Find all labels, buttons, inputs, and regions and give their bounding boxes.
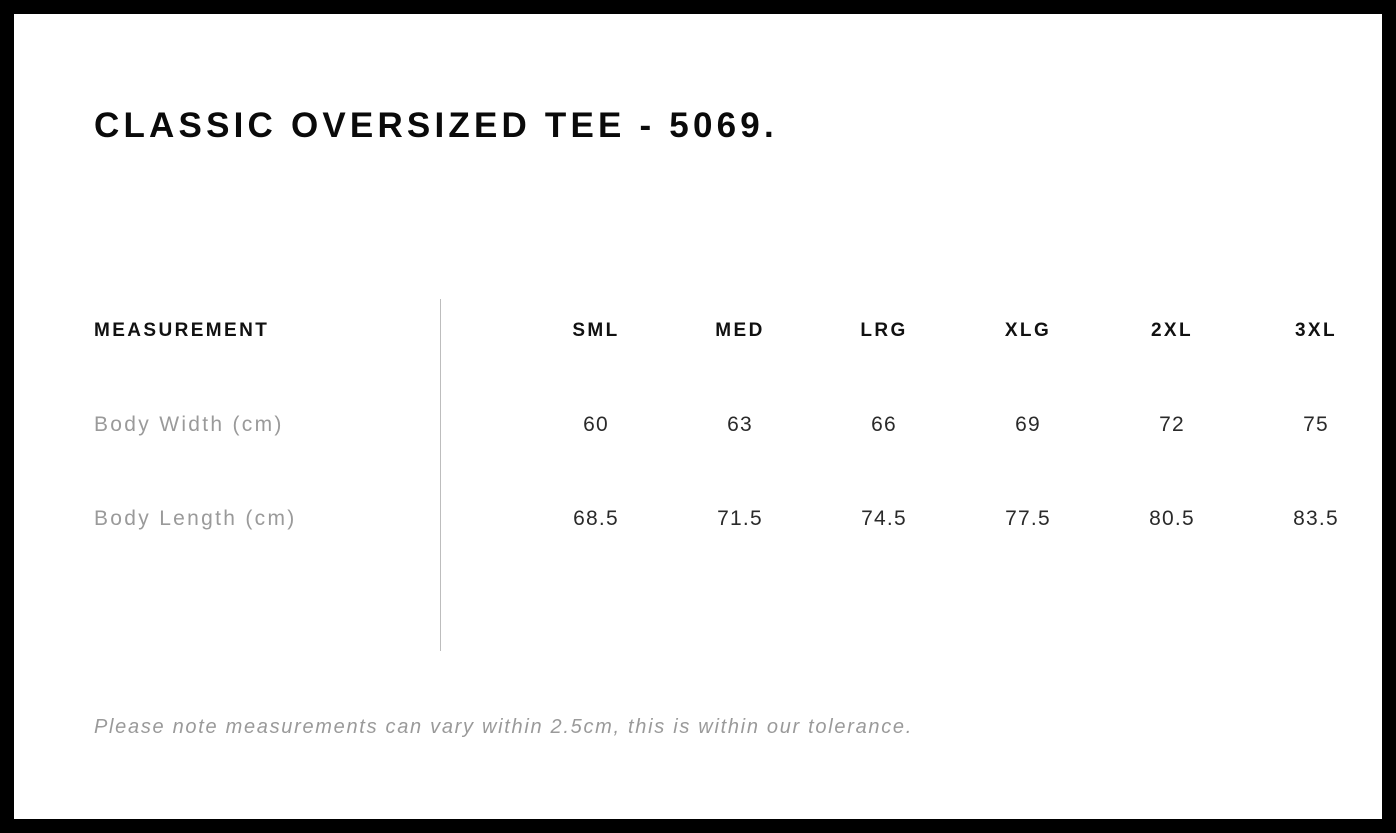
cell-body-length-med: 71.5 (717, 507, 763, 530)
column-header-size-lrg: LRG (860, 320, 908, 341)
row-label-body-width: Body Width (cm) (94, 413, 284, 436)
column-header-size-3xl: 3XL (1294, 320, 1338, 341)
column-header-size-2xl: 2XL (1150, 320, 1194, 341)
size-table-container (94, 284, 1339, 566)
cell-body-width-xlg: 69 (1015, 413, 1041, 436)
table-head (94, 284, 1388, 378)
cell-body-length-3xl: 83.5 (1293, 507, 1339, 530)
column-header-size-xlg: XLG (1004, 320, 1052, 341)
column-header-size-med: MED (715, 320, 765, 341)
row-label-body-length: Body Length (cm) (94, 507, 297, 530)
cell-body-length-xlg: 77.5 (1005, 507, 1051, 530)
cell-body-width-3xl: 75 (1303, 413, 1329, 436)
column-header-measurement: MEASUREMENT (94, 320, 270, 341)
table-row (94, 472, 1388, 566)
cell-body-length-sml: 68.5 (573, 507, 619, 530)
cell-body-width-lrg: 66 (871, 413, 897, 436)
column-header-size-sml: SML (572, 320, 620, 341)
size-table (94, 284, 1388, 566)
cell-body-length-lrg: 74.5 (861, 507, 907, 530)
cell-body-width-med: 63 (727, 413, 753, 436)
table-header-row (94, 284, 1388, 378)
cell-body-width-sml: 60 (583, 413, 609, 436)
size-chart-page (14, 14, 1382, 819)
tolerance-note: Please note measurements can vary within 2.5cm, this is within our tolerance. (94, 716, 913, 738)
table-body (94, 378, 1388, 566)
page-title: CLASSIC OVERSIZED TEE - 5069. (94, 106, 778, 145)
table-row (94, 378, 1388, 472)
cell-body-length-2xl: 80.5 (1149, 507, 1195, 530)
cell-body-width-2xl: 72 (1159, 413, 1185, 436)
